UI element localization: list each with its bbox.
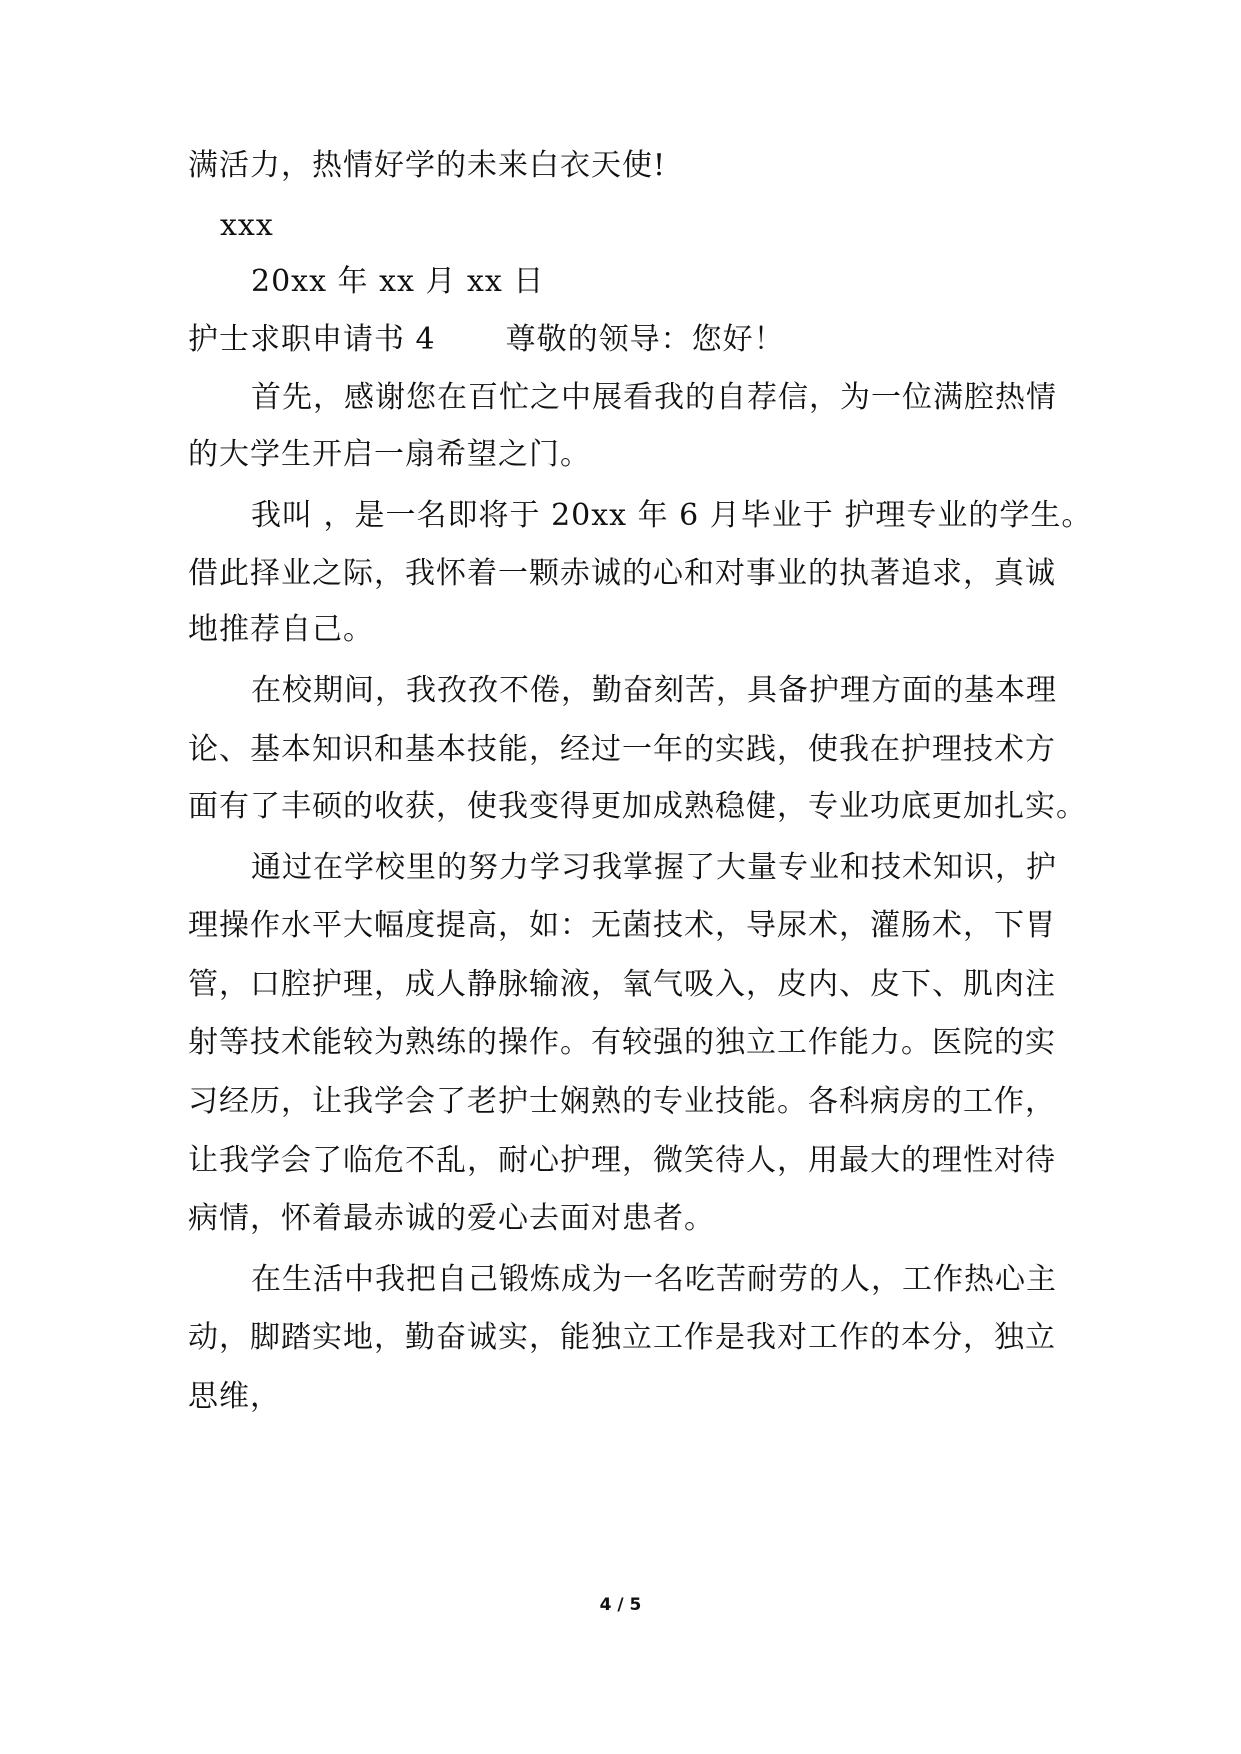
- body-line: 首先，感谢您在百忙之中展看我的自荐信，为一位满腔热情: [251, 380, 1057, 415]
- document-title: 护士求职申请书 4: [188, 322, 436, 357]
- body-line: 病情，怀着最赤诚的爱心去面对患者。: [188, 1201, 715, 1236]
- body-line: 借此择业之际，我怀着一颗赤诚的心和对事业的执著追求，真诚: [188, 556, 1056, 591]
- body-line: 的大学生开启一扇希望之门。: [188, 437, 591, 472]
- title-salutation-line: [188, 322, 785, 358]
- body-line: 动，脚踏实地，勤奋诚实，能独立工作是我对工作的本分，独立: [188, 1320, 1056, 1355]
- body-line: 思维，: [188, 1379, 281, 1414]
- salutation: 尊敬的领导：您好！: [505, 322, 785, 357]
- body-line: 通过在学校里的努力学习我掌握了大量专业和技术知识，护: [251, 850, 1057, 885]
- body-line: 地推荐自己。: [188, 612, 374, 647]
- body-line: 论、基本知识和基本技能，经过一年的实践，使我在护理技术方: [188, 732, 1056, 767]
- body-line: 理操作水平大幅度提高，如：无菌技术，导尿术，灌肠术，下胃: [188, 908, 1056, 943]
- opening-tail-line: 满活力，热情好学的未来白衣天使!: [188, 148, 667, 183]
- body-line: 我叫 ，是一名即将于 20xx 年 6 月毕业于 护理专业的学生。: [251, 498, 1093, 533]
- body-line: 习经历，让我学会了老护士娴熟的专业技能。各科病房的工作，: [188, 1084, 1056, 1119]
- body-line: 管，口腔护理，成人静脉输液，氧气吸入，皮内、皮下、肌肉注: [188, 967, 1056, 1002]
- body-line: 让我学会了临危不乱，耐心护理，微笑待人，用最大的理性对待: [188, 1143, 1056, 1178]
- body-line: 在生活中我把自己锻炼成为一名吃苦耐劳的人，工作热心主: [251, 1262, 1057, 1297]
- page-number: 4 / 5: [599, 1595, 642, 1615]
- date-line: 20xx 年 xx 月 xx 日: [251, 264, 545, 299]
- body-line: 射等技术能较为熟练的操作。有较强的独立工作能力。医院的实: [188, 1025, 1056, 1060]
- body-line: 面有了丰硕的收获，使我变得更加成熟稳健，专业功底更加扎实。: [188, 789, 1087, 824]
- body-line: 在校期间，我孜孜不倦，勤奋刻苦，具备护理方面的基本理: [251, 673, 1057, 708]
- signature-line: xxx: [220, 208, 274, 243]
